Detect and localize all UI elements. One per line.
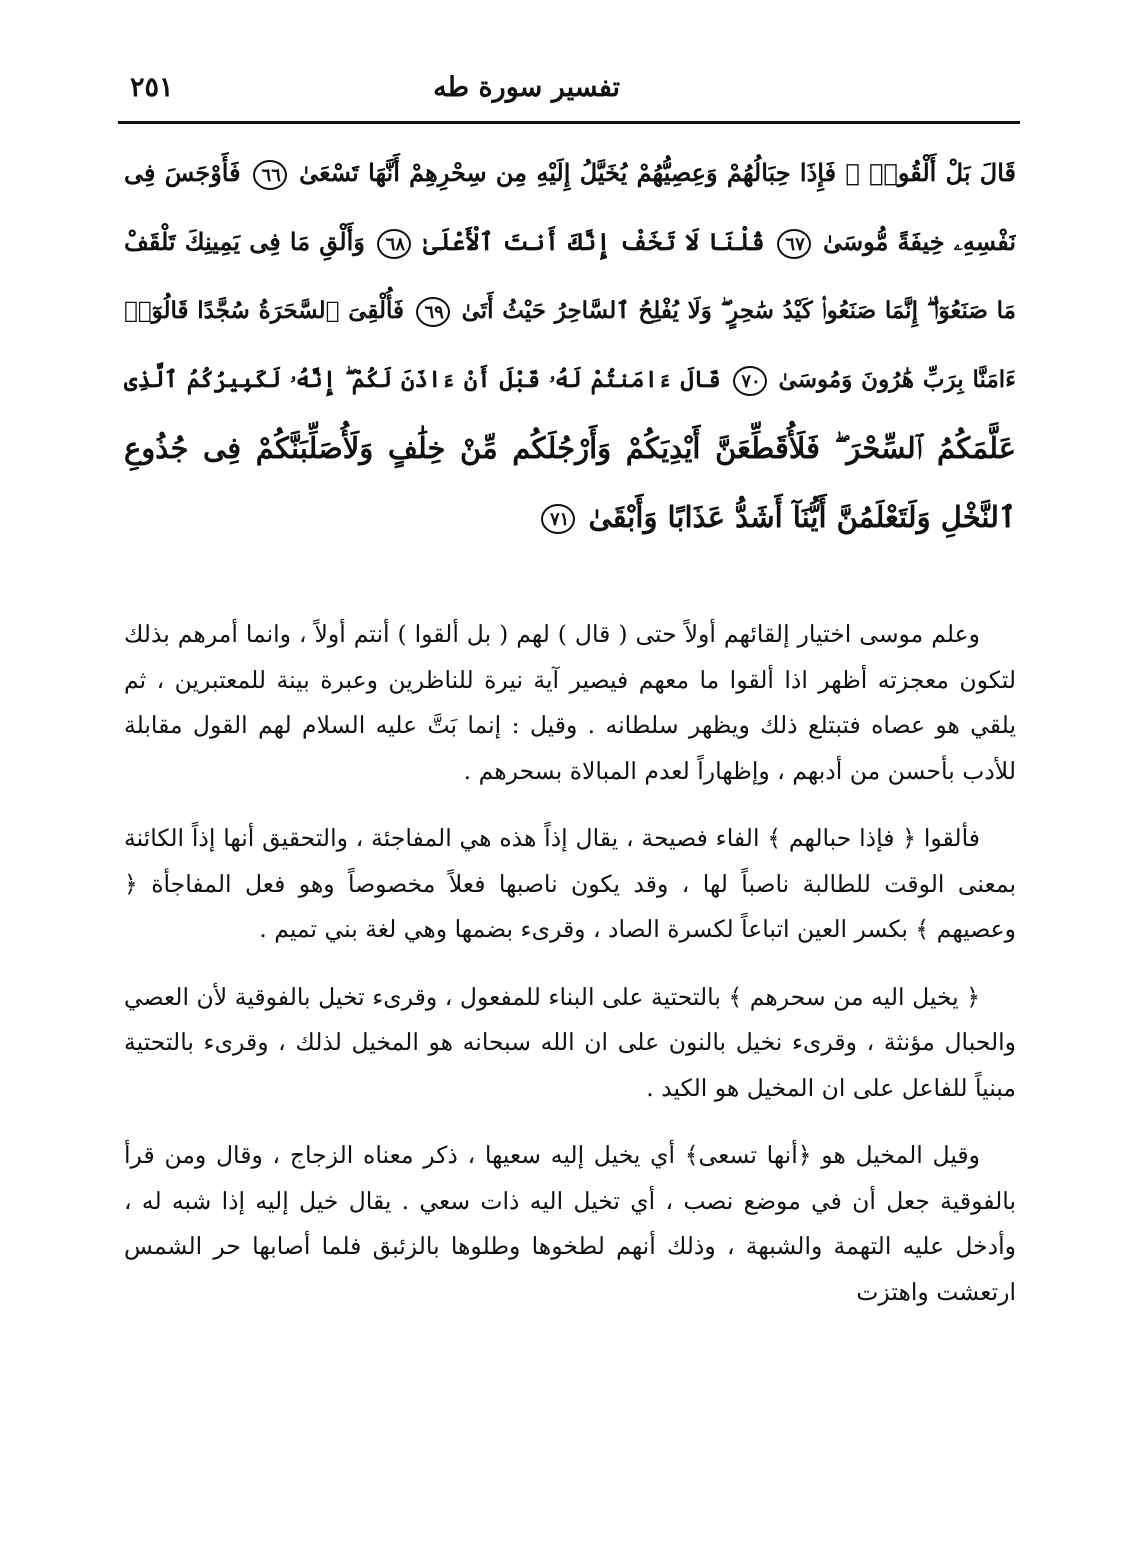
header-divider — [118, 121, 1020, 124]
verse-line — [124, 138, 1016, 207]
verse-text: عَلَّمَكُمُ ٱلسِّحْرَ ۖ فَلَأُقَطِّعَنَّ أَيْدِيَكُمْ وَأَرْجُلَكُم مِّنْ خِلَٰفٍ وَلَأُصَلِّبَنَّكُمْ فِى جُذُوعِ — [124, 431, 1016, 465]
verse-line — [124, 207, 1016, 276]
verse-text: فَأَوْجَسَ فِى — [124, 158, 241, 187]
paragraph-text: ﴿ يخيل اليه من سحرهم ﴾ بالتحتية على البناء للمفعول ، وقرىء تخيل بالفوقية لأن العصي والحبال مؤنثة ، وقرىء نخيل بالنون على ان الله سبحانه هو المخيل لذلك ، وقرىء بالتحتية مبنياً للفاعل على ان المخيل هو الكيد . — [124, 982, 1016, 1102]
page-header — [118, 72, 1020, 112]
verse-line — [124, 345, 1016, 414]
ayah-number-marker: ٦٩ — [416, 297, 450, 327]
running-title: تفسير سورة طه — [433, 72, 620, 103]
ayah-number-marker: ٧١ — [541, 504, 575, 534]
paragraph-text: فألقوا ﴿ فإذا حبالهم ﴾ الفاء فصيحة ، يقال إذاً هذه هي المفاجئة ، والتحقيق أنها إذاً الكائنة بمعنى الوقت للطالبة ناصباً لها ، وقد يكون ناصبها فعلاً مخصوصاً وهو فعل المفاجأة ﴿ وعصيهم ﴾ بكسر العين اتباعاً لكسرة الصاد ، وقرىء بضمها وهي لغة بني تميم . — [124, 824, 1016, 943]
commentary-paragraph — [124, 1133, 1016, 1315]
paragraph-text: وعلم موسى اختيار إلقائهم أولاً حتى ( قال ) لهم ( بل ألقوا ) أنتم أولاً ، وانما أمرهم بذلك لتكون معجزته أظهر اذا ألقوا ما معهم فيصير آية نيرة للناظرين وعبرة بينة للمعتبرين ، ثم يلقي هو عصاه فتبتلع ذلك ويظهر سلطانه . وقيل : إنما بَتَّ عليه السلام لهم القول مقابلة للأدب بأحسن من أدبهم ، وإظهاراً لعدم المبالاة بسحرهم . — [124, 620, 1016, 785]
ayah-number-marker: ٦٨ — [377, 229, 411, 259]
verse-text: قَالَ بَلْ أَلْقُوا۟ ۖ فَإِذَا حِبَالُهُمْ وَعِصِيُّهُمْ يُخَيَّلُ إِلَيْهِ مِن سِحْرِهِمْ أَنَّهَا تَسْعَىٰ — [299, 158, 1016, 187]
commentary-paragraph — [124, 975, 1016, 1112]
verse-line — [124, 414, 1016, 483]
commentary-paragraph — [124, 816, 1016, 953]
verse-text: قُلْنَا لَا تَخَفْ إِنَّكَ أَنتَ ٱلْأَعْلَىٰ — [423, 227, 765, 256]
page-number: ٢٥١ — [130, 72, 174, 103]
commentary-paragraph — [124, 612, 1016, 794]
commentary-block — [124, 612, 1016, 1337]
verse-text: ٱلنَّخْلِ وَلَتَعْلَمُنَّ أَيُّنَآ أَشَدُّ عَذَابًا وَأَبْقَىٰ — [588, 500, 1016, 534]
verse-text: مَا صَنَعُوٓا۟ ۖ إِنَّمَا صَنَعُوا۟ كَيْدُ سَٰحِرٍ ۖ وَلَا يُفْلِحُ ٱلسَّاحِرُ حَيْثُ أَتَىٰ — [461, 297, 1016, 324]
verse-text: ءَامَنَّا بِرَبِّ هَٰرُونَ وَمُوسَىٰ — [778, 366, 1016, 393]
ayah-number-marker: ٦٦ — [253, 160, 287, 190]
verse-text: وَأَلْقِ مَا فِى يَمِينِكَ تَلْقَفْ — [124, 227, 365, 256]
verse-line — [124, 276, 1016, 345]
paragraph-text: وقيل المخيل هو ﴿أنها تسعى﴾ أي يخيل إليه سعيها ، ذكر معناه الزجاج ، وقال ومن قرأ بالفوقية جعل أن في موضع نصب ، أي تخيل اليه ذات سعي . يقال خيل إليه إذا شبه له ، وأدخل عليه التهمة والشبهة ، وذلك أنهم لطخوها وطلوها بالزئبق فلما أصابها حر الشمس ارتعشت واهتزت — [124, 1141, 1016, 1306]
verse-line — [124, 483, 1016, 552]
verse-text: نَفْسِهِۦ خِيفَةً مُّوسَىٰ — [822, 227, 1016, 256]
ayah-number-marker: ٧٠ — [733, 366, 767, 396]
verse-text: قَالَ ءَامَنتُمْ لَهُۥ قَبْلَ أَنْ ءَاذَنَ لَكُمْ ۖ إِنَّهُۥ لَكَبِيرُكُمُ ٱلَّذِى — [124, 366, 721, 393]
quran-verses-block — [124, 138, 1016, 552]
ayah-number-marker: ٦٧ — [777, 229, 811, 259]
verse-text: فَأُلْقِىَ ٱلسَّحَرَةُ سُجَّدًا قَالُوٓا۟ — [124, 297, 405, 324]
